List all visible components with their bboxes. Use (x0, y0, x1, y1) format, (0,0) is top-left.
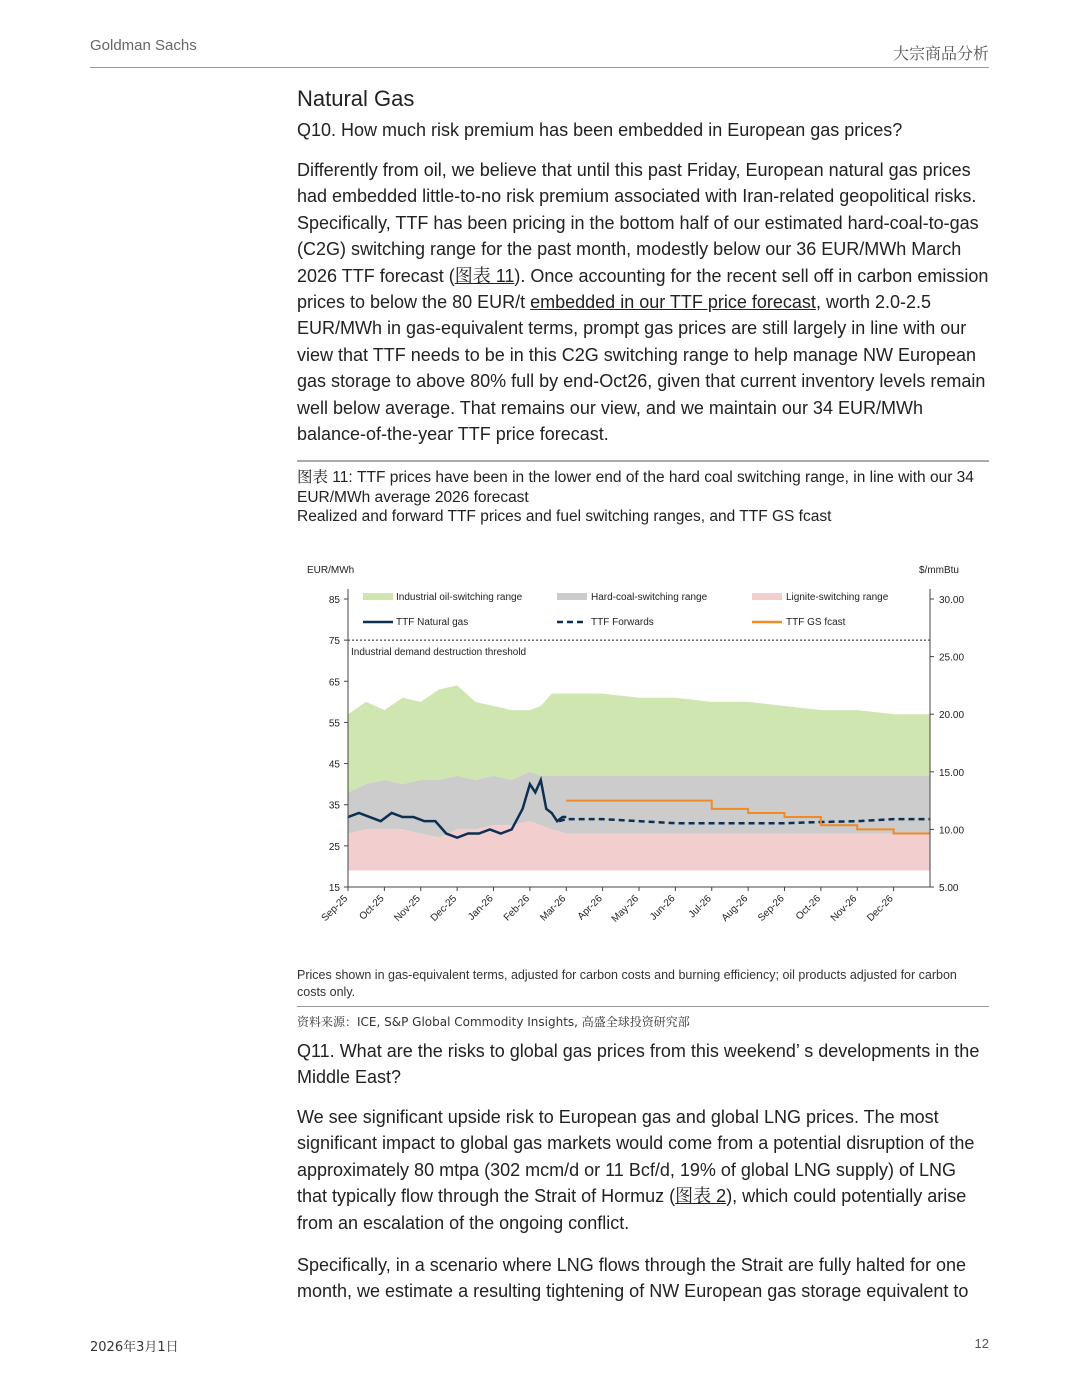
figure-note: Prices shown in gas-equivalent terms, adjusted for carbon costs and burning efficiency; oil products adjusted for carbon costs only. (297, 968, 957, 999)
y-right-tick-label: 25.00 (939, 652, 965, 664)
p2-text-a: We see significant upside risk to European gas and global LNG prices. The most significant impact to global gas markets would come from a potential disruption of the approximately 80 mtpa (302 mcm/d or 11 Bcf/d, 19% of global LNG supply) of LNG that typically flow through the Strait of Hormuz ( (297, 1107, 975, 1207)
x-tick-label: Dec-25 (428, 893, 460, 924)
footer-date: 2026年3月1日 (90, 1340, 179, 1355)
x-tick-label: Oct-26 (793, 893, 823, 923)
figure-title: 图表 11: TTF prices have been in the lower end of the hard coal switching range, in line with our 34 EUR/MWh average 2026 forecast (297, 469, 974, 506)
y-left-tick-label: 75 (328, 636, 340, 648)
figure-11-link[interactable]: 图表 11 (454, 265, 515, 286)
header-brand: Goldman Sachs (90, 37, 197, 54)
legend-label-forwards: TTF Forwards (591, 617, 654, 628)
y-right-tick-label: 30.00 (939, 595, 965, 606)
page-number: 12 (974, 1336, 989, 1351)
chart-svg (297, 558, 989, 943)
x-tick-label: Mar-26 (538, 893, 569, 924)
x-tick-label: Apr-26 (575, 893, 605, 923)
y-left-tick-label: 65 (328, 677, 340, 689)
legend-swatch-oil (363, 593, 393, 600)
legend-swatch-lignite (752, 593, 782, 600)
header-divider (90, 67, 989, 68)
y-right-tick-label: 20.00 (939, 710, 965, 722)
ttf-chart (297, 558, 989, 948)
x-ticks (320, 887, 897, 925)
y-left-tick-label: 85 (328, 595, 340, 606)
p1-text-a: Differently from oil, we believe that until this past Friday, European natural gas prices had embedded little-to-no risk premium associated with Iran-related geopolitical risks. Specifically, TTF has been pricing in the bottom half of our estimated hard-coal-to-gas (C2G) switching range for the past month, modestly below our 36 EUR/MWh March 2026 TTF forecast ( (297, 160, 979, 286)
x-tick-label: Feb-26 (501, 893, 532, 924)
y-left-ticks (329, 595, 348, 894)
legend-label-oil: Industrial oil-switching range (396, 592, 523, 603)
y-left-tick-label: 15 (328, 883, 340, 894)
question-11: Q11. What are the risks to global gas prices from this weekend’ s developments in the Middle East? (297, 1041, 980, 1087)
x-tick-label: Jun-26 (648, 893, 678, 923)
figure-subtitle: Realized and forward TTF prices and fuel switching ranges, and TTF GS fcast (297, 508, 832, 525)
y-left-axis-label: EUR/MWh (307, 565, 355, 576)
x-tick-label: Sep-26 (756, 893, 787, 924)
section-title: Natural Gas (297, 86, 415, 111)
x-tick-label: Jan-26 (466, 893, 496, 923)
question-10: Q10. How much risk premium has been embedded in European gas prices? (297, 120, 903, 140)
x-tick-label: Aug-26 (719, 893, 751, 924)
figure-bottom-divider (297, 1006, 989, 1007)
x-tick-label: Nov-25 (392, 893, 423, 924)
figure-2-link[interactable]: 图表 2 (675, 1186, 727, 1207)
x-tick-label: Nov-26 (828, 893, 860, 924)
x-tick-label: Sep-25 (319, 893, 351, 924)
paragraph-1 (297, 157, 989, 447)
x-tick-label: May-26 (609, 893, 642, 925)
chart-legend (363, 592, 889, 628)
x-tick-label: Jul-26 (686, 893, 714, 921)
legend-label-fcast: TTF GS fcast (786, 617, 846, 628)
coal-switching-band (348, 772, 930, 838)
y-right-tick-label: 10.00 (939, 825, 965, 837)
y-left-tick-label: 55 (328, 718, 340, 730)
p1-text-c: , worth 2.0-2.5 EUR/MWh in gas-equivalent terms, prompt gas prices are still largely in line with our view that TTF needs to be in this C2G switching range to help manage NW European gas storage to above 80% full by end-Oct26, given that current inventory levels remain well below average. That remains our view, and we maintain our 34 EUR/MWh balance-of-the-year TTF price forecast. (297, 292, 986, 445)
paragraph-2 (297, 1104, 989, 1236)
y-right-tick-label: 5.00 (939, 883, 959, 894)
y-left-tick-label: 35 (328, 800, 340, 812)
x-tick-label: Dec-26 (865, 893, 896, 924)
figure-top-divider (297, 460, 989, 462)
y-left-tick-label: 45 (328, 759, 340, 771)
paragraph-3: Specifically, in a scenario where LNG flows through the Strait are fully halted for one month, we estimate a resulting tightening of NW European gas storage equivalent to (297, 1255, 969, 1302)
y-right-axis-label: $/mmBtu (918, 565, 959, 576)
x-tick-label: Oct-25 (357, 893, 387, 923)
figure-source: 资料来源：ICE, S&P Global Commodity Insights, 高盛全球投资研究部 (297, 1015, 690, 1029)
ttf-forecast-link[interactable]: embedded in our TTF price forecast (530, 292, 816, 313)
y-right-ticks (930, 595, 964, 894)
legend-label-coal: Hard-coal-switching range (591, 592, 708, 603)
legend-swatch-coal (557, 593, 587, 600)
header-report-type: 大宗商品分析 (892, 44, 989, 63)
legend-label-lignite: Lignite-switching range (786, 592, 889, 603)
y-left-tick-label: 25 (328, 841, 340, 853)
p1-text-b: ). Once accounting for the recent sell off in carbon emission prices to below the 80 EUR/t (297, 265, 989, 313)
y-right-tick-label: 15.00 (939, 767, 965, 779)
p2-text-b: ), which could potentially arise from an escalation of the ongoing conflict. (297, 1186, 967, 1233)
legend-label-ttf: TTF Natural gas (396, 617, 469, 628)
threshold-label: Industrial demand destruction threshold (351, 647, 527, 659)
